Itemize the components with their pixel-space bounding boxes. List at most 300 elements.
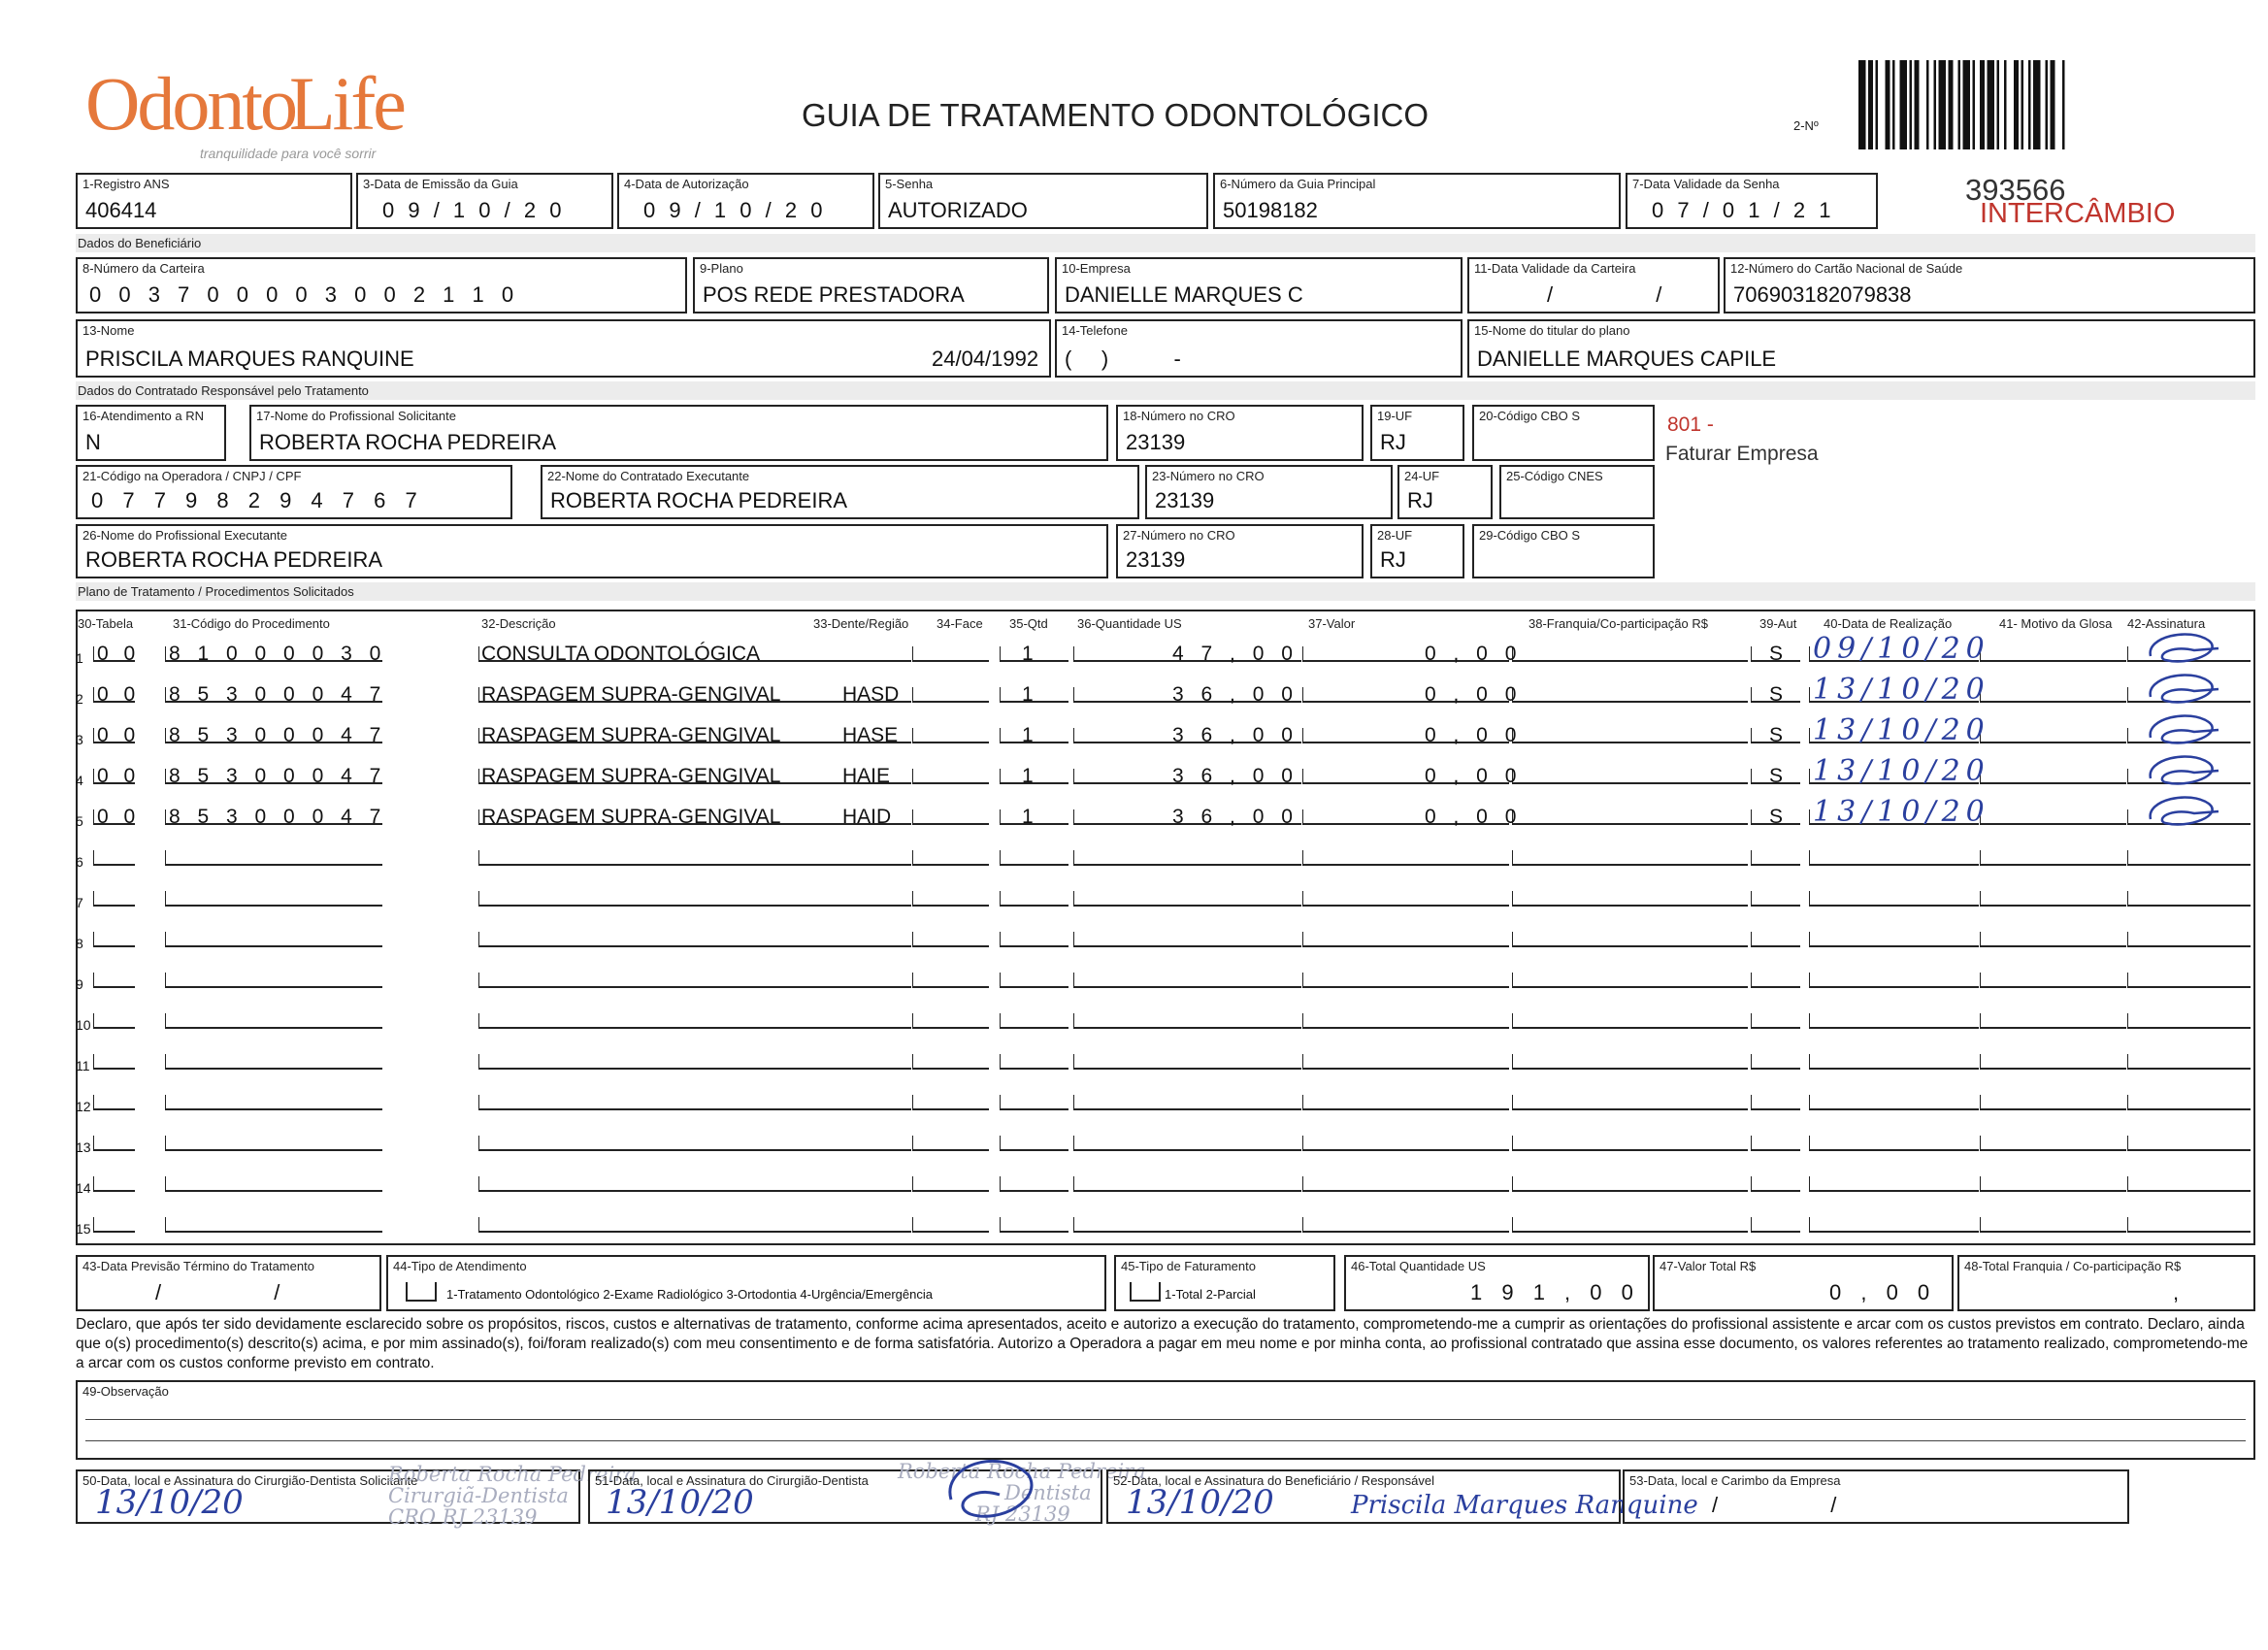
table-row[interactable] — [76, 1079, 2255, 1120]
cell-franquia: 0 , 0 0 — [1425, 683, 1523, 706]
cell-underline — [1751, 932, 1800, 947]
field-value: , — [2173, 1280, 2180, 1304]
cell-underline — [1980, 769, 2126, 784]
cell-us: 3 6 , 0 0 — [1172, 724, 1298, 746]
cell-aut: S — [1769, 643, 1784, 665]
cell-underline — [1980, 1176, 2126, 1192]
cell-underline — [1809, 1176, 1979, 1192]
row-number: 7 — [76, 895, 83, 910]
field-value: / / — [155, 1280, 334, 1304]
cell-underline — [165, 1095, 382, 1110]
cell-data: 13/10/20 — [1813, 673, 1990, 707]
cell-underline — [1512, 809, 1748, 825]
field-label: 50-Data, local e Assinatura do Cirurgião-Dentista Solicitante — [82, 1473, 418, 1488]
field-value: DANIELLE MARQUES C — [1065, 282, 1303, 307]
cell-underline — [478, 973, 911, 988]
field-value: 23139 — [1126, 547, 1186, 572]
barcode-bar — [2004, 60, 2007, 149]
cell-underline — [1000, 646, 1068, 662]
field-value: 23139 — [1155, 488, 1215, 512]
cell-underline — [1302, 1217, 1509, 1233]
cell-underline — [912, 646, 989, 662]
cell-underline — [165, 850, 382, 866]
field-guia-principal[interactable] — [1213, 173, 1621, 229]
field-label: 8-Número da Carteira — [82, 261, 205, 276]
barcode-bar — [1926, 60, 1929, 149]
cell-aut: S — [1769, 806, 1784, 828]
field-value: 0 7 / 0 1 / 2 1 — [1652, 198, 1835, 222]
table-row[interactable] — [76, 957, 2255, 998]
table-row[interactable] — [76, 672, 2255, 712]
field-cro-executante[interactable] — [1116, 524, 1364, 578]
birth-date: 24/04/1992 — [932, 346, 1039, 371]
col-header-aut: 39-Aut — [1759, 616, 1797, 631]
field-label: 27-Número no CRO — [1123, 528, 1235, 543]
cell-underline — [1751, 850, 1800, 866]
field-label: 21-Código na Operadora / CNPJ / CPF — [82, 469, 302, 483]
cell-franquia: 0 , 0 0 — [1425, 643, 1523, 665]
cell-underline — [1512, 932, 1748, 947]
cell-aut: S — [1769, 765, 1784, 787]
cell-underline — [2127, 1054, 2251, 1070]
field-label: 9-Plano — [700, 261, 743, 276]
field-observacao[interactable] — [76, 1380, 2255, 1460]
field-codigo-operadora[interactable] — [76, 465, 512, 519]
cell-underline — [165, 1136, 382, 1151]
cell-underline — [1809, 1013, 1979, 1029]
row-number: 8 — [76, 936, 83, 951]
cell-codigo: 8 5 3 0 0 0 4 7 — [169, 683, 387, 706]
row-signature-scribble — [2141, 627, 2228, 670]
field-contratado-executante[interactable] — [541, 465, 1139, 519]
field-telefone[interactable] — [1055, 319, 1463, 378]
field-validade-carteira[interactable] — [1467, 257, 1720, 314]
logo-tagline: tranquilidade para você sorrir — [200, 146, 377, 161]
col-header-us: 36-Quantidade US — [1077, 616, 1182, 631]
field-tipo-atendimento[interactable] — [386, 1255, 1106, 1311]
cell-qtd: 1 — [1022, 806, 1034, 828]
field-cartao-nacional[interactable] — [1724, 257, 2255, 314]
cell-franquia: 0 , 0 0 — [1425, 724, 1523, 746]
col-header-valor: 37-Valor — [1308, 616, 1356, 631]
cell-underline — [478, 932, 911, 947]
field-data-emissao[interactable] — [356, 173, 613, 229]
table-row[interactable] — [76, 631, 2255, 672]
field-label: 24-UF — [1404, 469, 1440, 483]
field-label: 43-Data Previsão Término do Tratamento — [82, 1259, 314, 1273]
field-data-autorizacao[interactable] — [617, 173, 874, 229]
cell-dente: HASD — [842, 683, 900, 706]
barcode-bar — [1958, 60, 1961, 149]
field-label: 53-Data, local e Carimbo da Empresa — [1629, 1473, 1841, 1488]
cell-franquia: 0 , 0 0 — [1425, 765, 1523, 787]
field-value: 23139 — [1126, 430, 1186, 454]
logo-text-life: Life — [289, 61, 404, 146]
barcode-bar — [1988, 60, 1995, 149]
barcode — [1858, 60, 2159, 157]
field-total-franquia[interactable] — [1957, 1255, 2255, 1311]
field-label: 18-Número no CRO — [1123, 409, 1235, 423]
table-row[interactable] — [76, 712, 2255, 753]
field-value: 50198182 — [1223, 198, 1318, 222]
cell-underline — [1073, 1054, 1301, 1070]
cell-underline — [1073, 891, 1301, 907]
cell-underline — [1980, 1054, 2126, 1070]
cell-qtd: 1 — [1022, 683, 1034, 706]
row-number: 12 — [76, 1099, 91, 1114]
col-header-descricao: 32-Descrição — [481, 616, 556, 631]
field-value: 0 0 3 7 0 0 0 0 3 0 0 2 1 1 0 — [89, 282, 520, 307]
barcode-bar — [1963, 60, 1971, 149]
field-value: DANIELLE MARQUES CAPILE — [1477, 346, 1777, 371]
cell-underline — [912, 891, 989, 907]
stamp-line: Dentista — [1004, 1481, 1092, 1504]
field-value: 0 9 / 1 0 / 2 0 — [643, 198, 827, 222]
field-carimbo-empresa[interactable] — [1623, 1469, 2129, 1524]
cell-underline — [1809, 1054, 1979, 1070]
cell-descricao: RASPAGEM SUPRA-GENGIVAL — [481, 806, 781, 828]
cell-underline — [1000, 687, 1068, 703]
field-value: ROBERTA ROCHA PEDREIRA — [550, 488, 848, 512]
row-number: 10 — [76, 1017, 91, 1033]
cell-underline — [912, 1054, 989, 1070]
barcode-bar — [1997, 60, 2000, 149]
table-row[interactable] — [76, 875, 2255, 916]
table-row[interactable] — [76, 1039, 2255, 1079]
cell-underline — [2127, 1136, 2251, 1151]
field-label: 11-Data Validade da Carteira — [1474, 261, 1636, 276]
row-number: 13 — [76, 1139, 91, 1155]
cell-underline — [1980, 1095, 2126, 1110]
row-signature-scribble — [2141, 790, 2228, 833]
cell-underline — [1512, 728, 1748, 743]
field-cbo-solicitante[interactable] — [1472, 405, 1655, 461]
signature-scribble-dentista — [932, 1446, 1048, 1534]
field-value: AUTORIZADO — [888, 198, 1028, 222]
cell-qtd: 1 — [1022, 765, 1034, 787]
declaration-text: Declaro, que após ter sido devidamente esclarecido sobre os propósitos, riscos, custos e alternativas de tratamento, conforme acima apresentados, aceito e autorizo a execução do tratamento, comprometendo-me a cumprir as orientações do profissional assistente e arcar com os custos previstos em contrato. Declaro, ainda que o(s) procedimento(s) descrito(s) acima, e por mim assinado(s), foi/foram realizado(s) com meu consentimento e de forma satisfatória. Autorizo a Operadora a pagar em meu nome e por minha conta, ao profissional contratado que assina esse documento, os valores referentes ao tratamento realizado, comprometendo-me a arcar com os custos conforme previsto em contrato. — [76, 1316, 2249, 1371]
cell-codigo: 8 5 3 0 0 0 4 7 — [169, 806, 387, 828]
field-label: 13-Nome — [82, 323, 135, 338]
cell-underline — [478, 1176, 911, 1192]
field-label: 48-Total Franquia / Co-participação R$ — [1964, 1259, 2182, 1273]
barcode-bar — [1876, 60, 1879, 149]
section-plano: Plano de Tratamento / Procedimentos Solicitados — [78, 584, 354, 599]
field-tipo-faturamento[interactable] — [1114, 1255, 1335, 1311]
cell-aut: S — [1769, 724, 1784, 746]
cell-codigo: 8 5 3 0 0 0 4 7 — [169, 765, 387, 787]
col-header-data: 40-Data de Realização — [1824, 616, 1953, 631]
barcode-bar — [1949, 60, 1954, 149]
cell-underline — [1980, 932, 2126, 947]
field-assinatura-beneficiario[interactable] — [1106, 1469, 1698, 1524]
field-value: RJ — [1407, 488, 1433, 512]
cell-underline — [1980, 973, 2126, 988]
note-code: 801 - — [1667, 413, 1714, 436]
barcode-bar — [1900, 60, 1908, 149]
cell-underline — [1073, 1136, 1301, 1151]
barcode-bar — [2033, 60, 2041, 149]
stamp-line: Cirurgiã-Dentista — [388, 1484, 569, 1507]
row-number: 6 — [76, 854, 83, 870]
cell-underline — [1512, 1095, 1748, 1110]
row-number: 15 — [76, 1221, 91, 1237]
table-row[interactable] — [76, 1202, 2255, 1242]
field-label: 26-Nome do Profissional Executante — [82, 528, 288, 543]
signature-date: 13/10/20 — [95, 1483, 244, 1522]
col-header-franquia: 38-Franquia/Co-participação R$ — [1528, 616, 1708, 631]
note-text: Faturar Empresa — [1665, 443, 1819, 465]
cell-underline — [1073, 932, 1301, 947]
logo — [85, 60, 404, 167]
section-contratado: Dados do Contratado Responsável pelo Tratamento — [78, 383, 369, 398]
col-header-codigo: 31-Código do Procedimento — [173, 616, 330, 631]
field-uf-contratado[interactable] — [1397, 465, 1493, 519]
field-label: 52-Data, local e Assinatura do Beneficiário / Responsável — [1113, 1473, 1434, 1488]
table-row[interactable] — [76, 794, 2255, 835]
cell-descricao: RASPAGEM SUPRA-GENGIVAL — [481, 683, 781, 706]
field-value: 1-Tratamento Odontológico 2-Exame Radiológico 3-Ortodontia 4-Urgência/Emergência — [446, 1287, 933, 1302]
cell-descricao: RASPAGEM SUPRA-GENGIVAL — [481, 765, 781, 787]
field-titular-plano[interactable] — [1467, 319, 2255, 378]
field-total-us[interactable] — [1344, 1255, 1650, 1311]
cell-underline — [1809, 973, 1979, 988]
row-signature-scribble — [2141, 749, 2228, 792]
field-label: 7-Data Validade da Senha — [1632, 177, 1780, 191]
cell-underline — [478, 850, 911, 866]
cell-underline — [165, 891, 382, 907]
barcode-bar — [2046, 60, 2049, 149]
cell-underline — [165, 1054, 382, 1070]
cell-underline — [1302, 1176, 1509, 1192]
stamp-line: CRO RJ 23139 — [388, 1505, 538, 1529]
cell-dente: HAID — [842, 806, 892, 828]
field-validade-senha[interactable] — [1626, 173, 1878, 229]
barcode-bar — [1915, 60, 1920, 149]
row-number: 11 — [76, 1058, 90, 1073]
field-nome[interactable] — [76, 319, 1051, 378]
field-label: 23-Número no CRO — [1152, 469, 1265, 483]
cell-underline — [478, 1054, 911, 1070]
field-cbo-executante[interactable] — [1472, 524, 1655, 578]
cell-dente: HAIE — [842, 765, 891, 787]
cell-descricao: CONSULTA ODONTOLÓGICA — [481, 643, 761, 665]
field-label: 44-Tipo de Atendimento — [393, 1259, 527, 1273]
cell-underline — [1512, 850, 1748, 866]
barcode-bar — [2028, 60, 2031, 149]
cell-underline — [1000, 1217, 1068, 1233]
field-value: 1-Total 2-Parcial — [1165, 1287, 1256, 1302]
row-number: 3 — [76, 732, 83, 747]
cell-qtd: 1 — [1022, 643, 1034, 665]
cell-underline — [1980, 850, 2126, 866]
field-value: RJ — [1380, 547, 1406, 572]
table-row[interactable] — [76, 835, 2255, 875]
cell-tabela: 0 0 — [97, 683, 141, 706]
cell-underline — [1000, 850, 1068, 866]
cell-underline — [1751, 1013, 1800, 1029]
cell-us: 3 6 , 0 0 — [1172, 683, 1298, 706]
barcode-bar — [1868, 60, 1873, 149]
cell-underline — [1073, 1013, 1301, 1029]
cell-underline — [1302, 1095, 1509, 1110]
field-value: N — [85, 430, 101, 454]
field-value: 0 9 / 1 0 / 2 0 — [382, 198, 566, 222]
cell-underline — [165, 1013, 382, 1029]
field-atendimento-rn[interactable] — [76, 405, 226, 461]
field-label: 10-Empresa — [1062, 261, 1131, 276]
cell-underline — [1000, 809, 1068, 825]
barcode-bar — [1910, 60, 1913, 149]
cell-underline — [93, 850, 135, 866]
stamp-line: Roberta Rocha Pedreira — [388, 1463, 637, 1486]
field-registro-ans[interactable] — [76, 173, 352, 229]
field-uf-solicitante[interactable] — [1370, 405, 1464, 461]
field-numero-carteira[interactable] — [76, 257, 687, 314]
cell-underline — [1512, 891, 1748, 907]
cell-underline — [912, 809, 989, 825]
field-cro-contratado[interactable] — [1145, 465, 1393, 519]
field-value: POS REDE PRESTADORA — [703, 282, 965, 307]
cell-underline — [1512, 646, 1748, 662]
cell-underline — [478, 1095, 911, 1110]
cell-underline — [93, 1176, 135, 1192]
field-previsao-termino[interactable] — [76, 1255, 381, 1311]
field-value: 706903182079838 — [1733, 282, 1912, 307]
field-profissional-executante[interactable] — [76, 524, 1108, 578]
field-label: 12-Número do Cartão Nacional de Saúde — [1730, 261, 1963, 276]
cell-underline — [1073, 973, 1301, 988]
field-label: 46-Total Quantidade US — [1351, 1259, 1486, 1273]
field-value: / / — [1547, 282, 1711, 307]
cell-qtd: 1 — [1022, 724, 1034, 746]
field-uf-executante[interactable] — [1370, 524, 1464, 578]
cell-underline — [1809, 932, 1979, 947]
cell-underline — [1000, 769, 1068, 784]
field-senha[interactable] — [878, 173, 1208, 229]
cell-underline — [1512, 1013, 1748, 1029]
cell-data: 09/10/20 — [1813, 632, 1990, 666]
cell-underline — [1512, 769, 1748, 784]
row-number: 1 — [76, 650, 83, 666]
cell-underline — [478, 1136, 911, 1151]
col-header-tabela: 30-Tabela — [78, 616, 134, 631]
field-label: 4-Data de Autorização — [624, 177, 749, 191]
table-row[interactable] — [76, 753, 2255, 794]
row-signature-scribble — [2141, 668, 2228, 710]
signature-date: 13/10/20 — [606, 1483, 754, 1522]
cell-underline — [2127, 1013, 2251, 1029]
cell-underline — [1000, 891, 1068, 907]
row-number: 14 — [76, 1180, 91, 1196]
cell-underline — [1512, 1136, 1748, 1151]
cell-underline — [1809, 1136, 1979, 1151]
cell-underline — [165, 1217, 382, 1233]
cell-underline — [912, 850, 989, 866]
field-valor-total[interactable] — [1653, 1255, 1954, 1311]
field-cnes[interactable] — [1499, 465, 1655, 519]
field-label: 22-Nome do Contratado Executante — [547, 469, 750, 483]
cell-franquia: 0 , 0 0 — [1425, 806, 1523, 828]
cell-underline — [1980, 687, 2126, 703]
cell-underline — [912, 687, 989, 703]
cell-underline — [1302, 973, 1509, 988]
cell-underline — [1980, 1136, 2126, 1151]
cell-underline — [1980, 646, 2126, 662]
row-number: 5 — [76, 813, 83, 829]
field-label: 45-Tipo de Faturamento — [1121, 1259, 1256, 1273]
checkbox-tipo-atendimento[interactable] — [406, 1282, 437, 1302]
cell-aut: S — [1769, 683, 1784, 706]
field-label: 29-Código CBO S — [1479, 528, 1581, 543]
cell-underline — [2127, 891, 2251, 907]
cell-underline — [93, 1095, 135, 1110]
cell-underline — [1302, 932, 1509, 947]
cell-data: 13/10/20 — [1813, 713, 1990, 747]
cell-underline — [1809, 1095, 1979, 1110]
cell-underline — [912, 973, 989, 988]
field-label: 47-Valor Total R$ — [1660, 1259, 1757, 1273]
cell-underline — [1000, 728, 1068, 743]
cell-underline — [1000, 1176, 1068, 1192]
cell-underline — [1751, 891, 1800, 907]
field-empresa[interactable] — [1055, 257, 1463, 314]
field-profissional-solicitante[interactable] — [249, 405, 1108, 461]
table-row[interactable] — [76, 998, 2255, 1039]
barcode-bar — [1886, 60, 1890, 149]
col-header-dente: 33-Dente/Região — [813, 616, 909, 631]
cell-underline — [1751, 973, 1800, 988]
cell-us: 3 6 , 0 0 — [1172, 765, 1298, 787]
field-value: 0 7 7 9 8 2 9 4 7 6 7 — [91, 488, 424, 512]
field-value: 406414 — [85, 198, 157, 222]
table-row[interactable] — [76, 1120, 2255, 1161]
barcode-bar — [1858, 60, 1866, 149]
cell-underline — [93, 1136, 135, 1151]
cell-underline — [1751, 1054, 1800, 1070]
table-row[interactable] — [76, 1161, 2255, 1202]
cell-dente: HASE — [842, 724, 899, 746]
field-value: ROBERTA ROCHA PEDREIRA — [85, 547, 383, 572]
col-header-face: 34-Face — [937, 616, 983, 631]
field-value: / / — [1712, 1493, 1890, 1517]
cell-underline — [93, 1013, 135, 1029]
checkbox-tipo-faturamento[interactable] — [1130, 1282, 1161, 1302]
barcode-bar — [1892, 60, 1895, 149]
barcode-bar — [1934, 60, 1937, 149]
cell-underline — [1000, 1013, 1068, 1029]
field-value: PRISCILA MARQUES RANQUINE — [85, 346, 414, 371]
cell-descricao: RASPAGEM SUPRA-GENGIVAL — [481, 724, 781, 746]
guia-number-label: 2-Nº — [1793, 118, 1819, 133]
beneficiary-signature: Priscila Marques Ranquine — [1351, 1491, 1698, 1520]
cell-data: 13/10/20 — [1813, 754, 1990, 788]
field-value: ( ) - — [1065, 346, 1181, 371]
table-row[interactable] — [76, 916, 2255, 957]
cell-underline — [912, 1013, 989, 1029]
cell-underline — [912, 1176, 989, 1192]
cell-codigo: 8 1 0 0 0 0 3 0 — [169, 643, 387, 665]
cell-underline — [912, 1217, 989, 1233]
field-plano[interactable] — [693, 257, 1049, 314]
field-label: 19-UF — [1377, 409, 1413, 423]
cell-underline — [2127, 932, 2251, 947]
cell-underline — [1751, 1136, 1800, 1151]
field-cro-solicitante[interactable] — [1116, 405, 1364, 461]
field-label: 28-UF — [1377, 528, 1413, 543]
barcode-bar — [2051, 60, 2055, 149]
cell-us: 4 7 , 0 0 — [1172, 643, 1298, 665]
